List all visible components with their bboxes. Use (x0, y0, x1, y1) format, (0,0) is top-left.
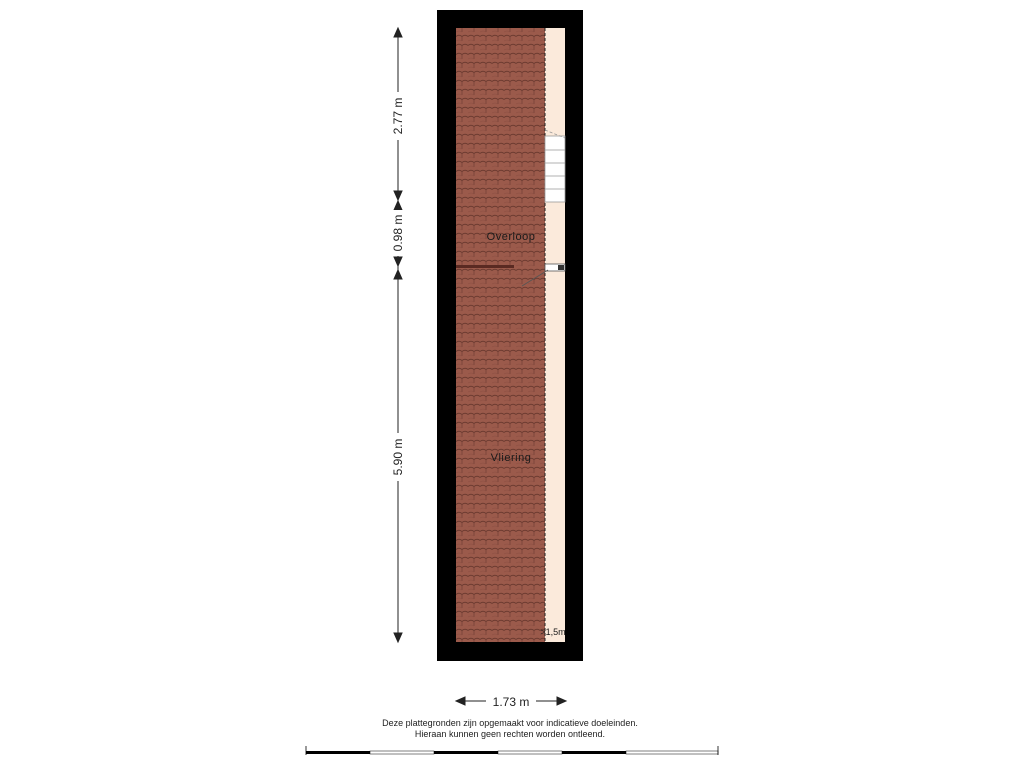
room-label-overloop: Overloop (486, 231, 536, 243)
disclaimer-line-2: Hieraan kunnen geen rechten worden ontleend. (414, 729, 606, 739)
dimension-label-top: 2.77 m (391, 97, 405, 135)
dimension-label-width: 1.73 m (492, 695, 530, 709)
dimension-label-middle: 0.98 m (391, 214, 405, 252)
staircase (545, 130, 565, 202)
roof-slope (456, 28, 545, 642)
room-label-vliering: Vliering (490, 452, 532, 464)
dimension-label-bottom: 5.90 m (391, 438, 405, 476)
height-note: >1,5m (540, 627, 566, 637)
disclaimer (300, 718, 720, 740)
disclaimer-line-1: Deze plattegronden zijn opgemaakt voor indicatieve doeleinden. (382, 718, 638, 728)
scale-bar (306, 746, 718, 755)
